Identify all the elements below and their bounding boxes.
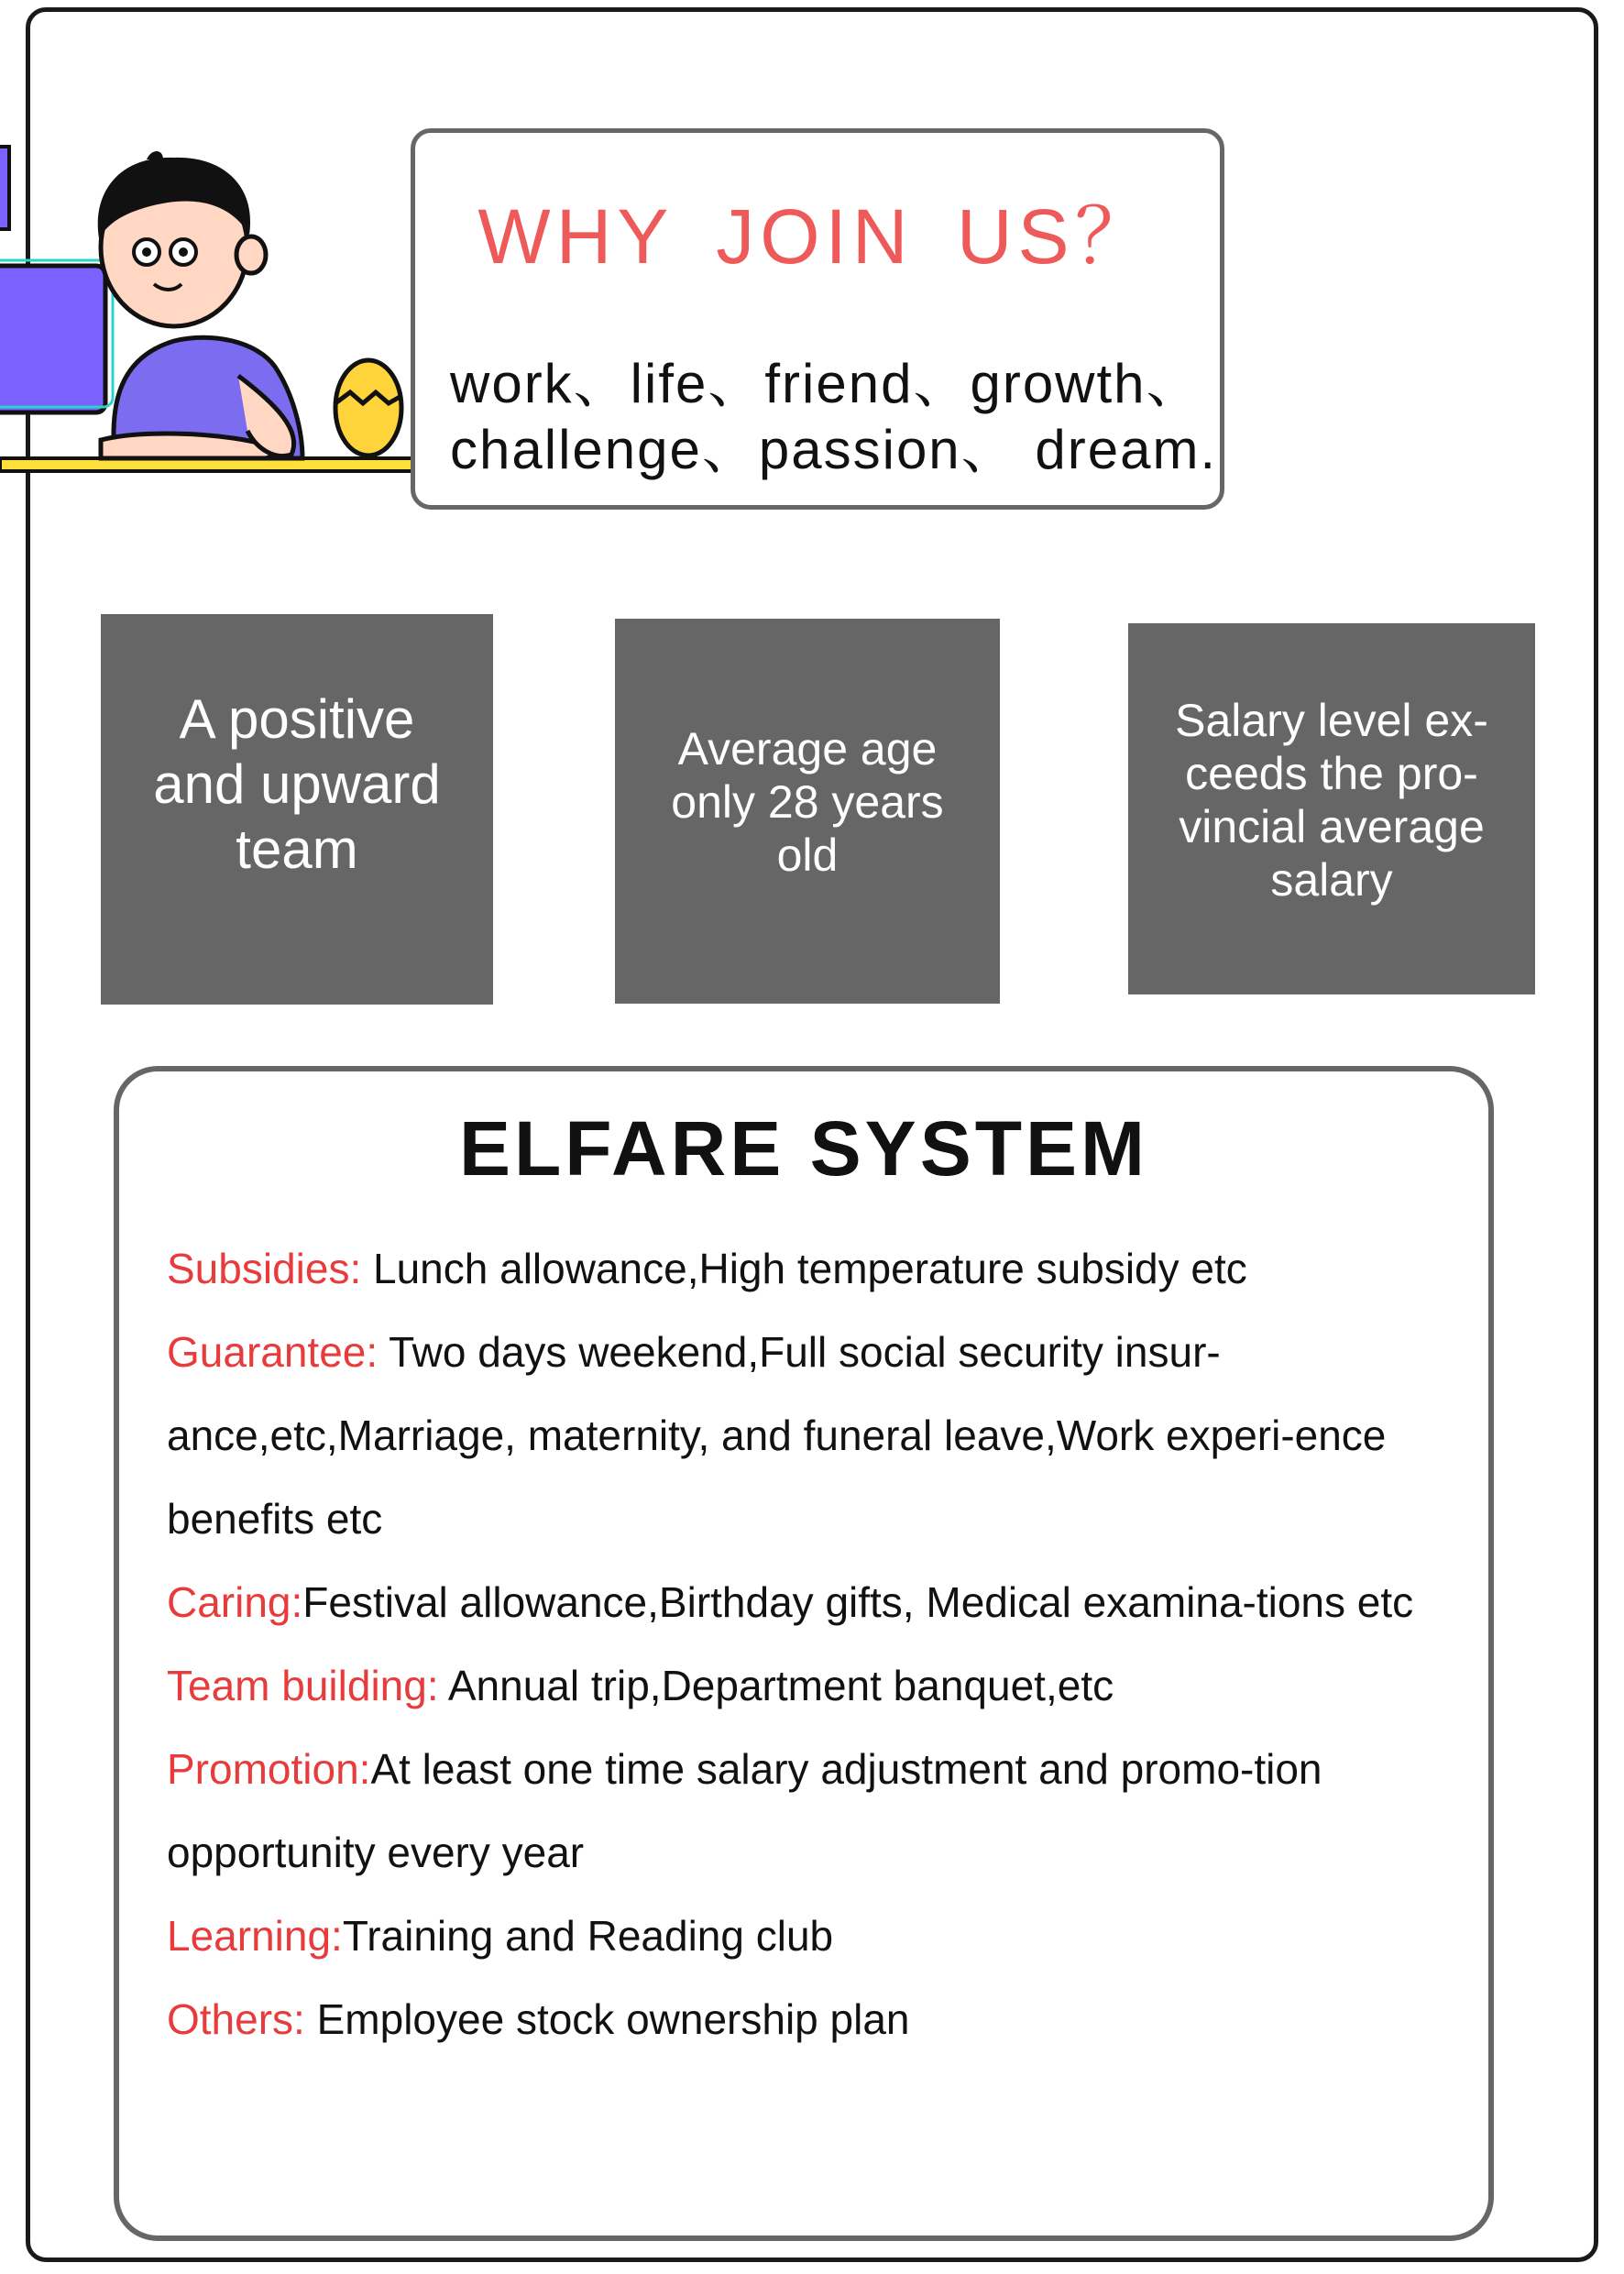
benefit-text: Two days weekend,Full social security insur-ance,etc,Marriage, maternity, and funeral leave,Work experi-ence benefits etc (167, 1328, 1387, 1543)
benefit-text: Employee stock ownership plan (304, 1995, 910, 2043)
stat-card-text: Average age only 28 years old (671, 723, 944, 881)
keywords-line-1: work、life、friend、growth、 (450, 353, 1203, 414)
stat-card-text: Salary level ex-ceeds the pro-vincial average salary (1175, 694, 1488, 906)
benefit-list (167, 1227, 1468, 2061)
benefit-label: Promotion: (167, 1745, 371, 1793)
stat-card-age (615, 619, 1000, 1004)
welfare-system-box (114, 1066, 1494, 2241)
boy-at-computer-illustration (0, 128, 431, 486)
benefit-item-team-building (167, 1644, 1468, 1728)
why-join-us-title: WHY JOIN US？ (477, 193, 1158, 280)
stat-card-salary (1128, 623, 1535, 994)
benefit-text: Annual trip,Department banquet,etc (438, 1662, 1114, 1709)
benefit-text: Training and Reading club (342, 1912, 834, 1960)
benefit-label: Caring: (167, 1578, 303, 1626)
keywords-line-2: challenge、passion、 dream. (450, 419, 1218, 480)
stat-card-text: A positive and upward team (153, 687, 441, 880)
benefit-label: Others: (167, 1995, 305, 2043)
benefit-text: Lunch allowance,High temperature subsidy etc (361, 1245, 1247, 1292)
benefit-item-others (167, 1978, 1468, 2061)
benefit-label: Team building: (167, 1662, 439, 1709)
stat-card-team (101, 614, 493, 1005)
benefit-text: At least one time salary adjustment and promo-tion opportunity every year (167, 1745, 1322, 1876)
benefit-text: Festival allowance,Birthday gifts, Medical examina-tions etc (302, 1578, 1414, 1626)
benefit-item-learning (167, 1895, 1468, 1978)
why-join-us-box (411, 128, 1224, 510)
benefit-label: Guarantee: (167, 1328, 379, 1376)
benefit-item-caring (167, 1561, 1468, 1644)
benefit-label: Subsidies: (167, 1245, 362, 1292)
egg-icon (335, 360, 401, 456)
benefit-item-guarantee (167, 1311, 1468, 1561)
benefit-item-subsidies (167, 1227, 1468, 1311)
benefit-item-promotion (167, 1728, 1468, 1895)
why-join-us-keywords (450, 351, 1217, 483)
benefit-label: Learning: (167, 1912, 343, 1960)
welfare-system-title: ELFARE SYSTEM (458, 1105, 1149, 1192)
